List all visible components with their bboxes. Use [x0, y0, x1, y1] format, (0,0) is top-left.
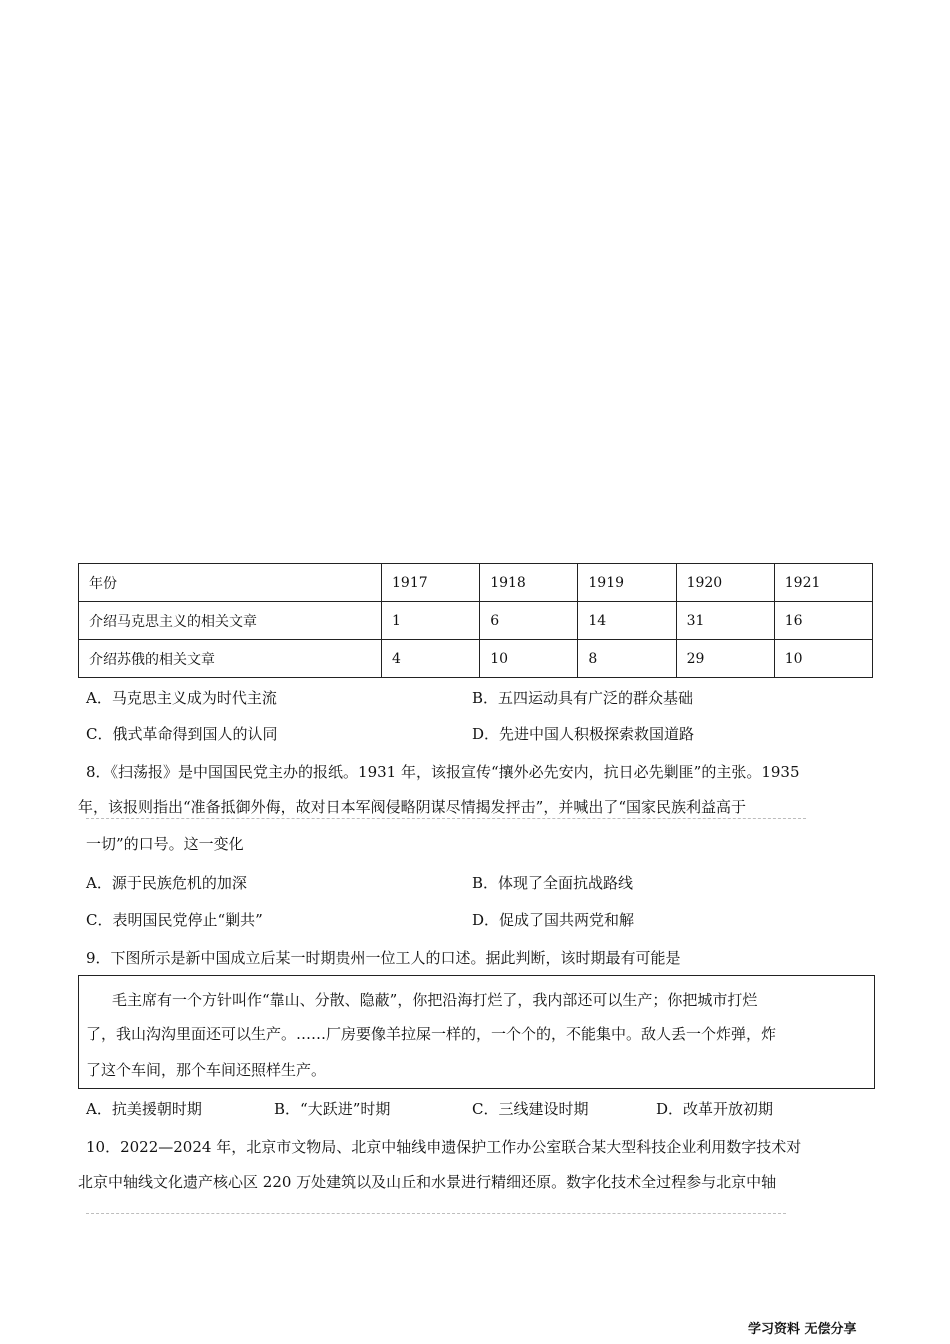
- table-cell: 10: [480, 640, 578, 678]
- table-row: [79, 602, 873, 640]
- table-cell: 1921: [774, 564, 872, 602]
- q7-option-a: A．马克思主义成为时代主流: [86, 689, 277, 707]
- table-cell: 16: [774, 602, 872, 640]
- table-cell: 1917: [382, 564, 480, 602]
- q8-stem-line3: 一切”的口号。这一变化: [86, 835, 244, 853]
- table-cell: 10: [774, 640, 872, 678]
- q9-stem: 9．下图所示是新中国成立后某一时期贵州一位工人的口述。据此判断，该时期最有可能是: [86, 949, 681, 967]
- q8-option-d: D．促成了国共两党和解: [472, 911, 635, 929]
- q7-option-c: C．俄式革命得到国人的认同: [86, 725, 278, 743]
- q8-option-c: C．表明国民党停止“剿共”: [86, 911, 263, 929]
- table-header-row: [79, 564, 873, 602]
- q9-option-c: C．三线建设时期: [472, 1100, 589, 1118]
- q9-quote-line3: 了这个车间，那个车间还照样生产。: [86, 1061, 327, 1079]
- q7-option-b: B．五四运动具有广泛的群众基础: [472, 689, 694, 707]
- table-cell: 1: [382, 602, 480, 640]
- table-cell: 6: [480, 602, 578, 640]
- table-cell: 1919: [578, 564, 676, 602]
- table-cell: 年份: [79, 564, 382, 602]
- q9-option-b: B．“大跃进”时期: [274, 1100, 391, 1118]
- data-table: [78, 563, 873, 678]
- table-cell: 8: [578, 640, 676, 678]
- q7-option-d: D．先进中国人积极探索救国道路: [472, 725, 695, 743]
- table-row: [79, 640, 873, 678]
- bleed-through-artifact: [86, 818, 806, 833]
- q10-stem-line2: 北京中轴线文化遗产核心区 220 万处建筑以及山丘和水景进行精细还原。数字化技术全过程参与北京中轴: [78, 1173, 777, 1191]
- bleed-through-artifact: [86, 1213, 786, 1228]
- q9-quote-line1: 毛主席有一个方针叫作“靠山、分散、隐蔽”，你把沿海打烂了，我内部还可以生产；你把城市打烂: [112, 991, 758, 1009]
- footer-note: 学习资料 无偿分享: [748, 1322, 857, 1337]
- q8-option-a: A．源于民族危机的加深: [86, 874, 247, 892]
- q8-stem-line2: 年，该报则指出“准备抵御外侮，故对日本军阀侵略阴谋尽情揭发抨击”，并喊出了“国家民族利益高于: [78, 798, 747, 816]
- table-cell: 31: [676, 602, 774, 640]
- q10-stem-line1: 10．2022—2024 年，北京市文物局、北京中轴线申遗保护工作办公室联合某大型科技企业利用数字技术对: [86, 1138, 802, 1156]
- q9-option-a: A．抗美援朝时期: [86, 1100, 202, 1118]
- q9-option-d: D．改革开放初期: [656, 1100, 774, 1118]
- table-cell: 14: [578, 602, 676, 640]
- table-cell: 介绍马克思主义的相关文章: [79, 602, 382, 640]
- q8-option-b: B．体现了全面抗战路线: [472, 874, 634, 892]
- table-cell: 4: [382, 640, 480, 678]
- table-cell: 29: [676, 640, 774, 678]
- q8-stem-line1: 8．《扫荡报》是中国国民党主办的报纸。1931 年，该报宣传“攘外必先安内，抗日必先剿匪”的主张。1935: [86, 763, 800, 781]
- table-cell: 介绍苏俄的相关文章: [79, 640, 382, 678]
- q9-quote-line2: 了，我山沟沟里面还可以生产。……厂房要像羊拉屎一样的，一个个的，不能集中。敌人丢一个炸弹，炸: [86, 1025, 777, 1043]
- table-cell: 1918: [480, 564, 578, 602]
- table-cell: 1920: [676, 564, 774, 602]
